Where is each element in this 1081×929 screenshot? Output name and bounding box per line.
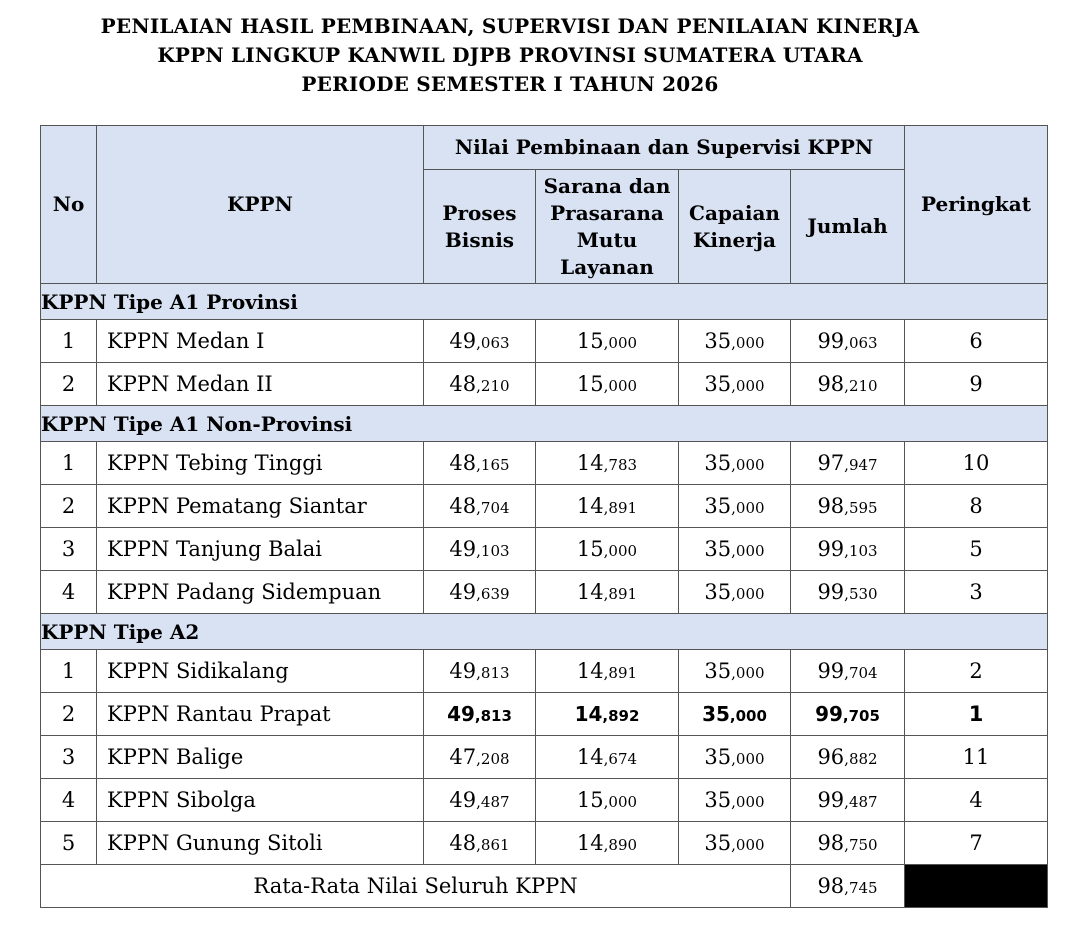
table-row xyxy=(41,650,1048,693)
cell-capaian: 35,000 xyxy=(679,528,791,571)
cell-capaian: 35,000 xyxy=(679,320,791,363)
cell-capaian: 35,000 xyxy=(679,442,791,485)
cell-jumlah: 99,487 xyxy=(791,779,905,822)
cell-proses-bisnis: 49,487 xyxy=(424,779,536,822)
table-row xyxy=(41,528,1048,571)
cell-jumlah: 99,103 xyxy=(791,528,905,571)
section-title: KPPN Tipe A1 Non-Provinsi xyxy=(41,406,1048,442)
average-label: Rata-Rata Nilai Seluruh KPPN xyxy=(41,865,791,908)
cell-sarana: 14,891 xyxy=(536,650,679,693)
cell-jumlah: 98,750 xyxy=(791,822,905,865)
cell-sarana: 14,783 xyxy=(536,442,679,485)
cell-proses-bisnis: 47,208 xyxy=(424,736,536,779)
title-line-1: PENILAIAN HASIL PEMBINAAN, SUPERVISI DAN PENILAIAN KINERJA xyxy=(100,14,920,38)
cell-jumlah: 96,882 xyxy=(791,736,905,779)
header-group: Nilai Pembinaan dan Supervisi KPPN xyxy=(424,126,905,170)
cell-sarana: 15,000 xyxy=(536,363,679,406)
table-row xyxy=(41,442,1048,485)
table-row xyxy=(41,363,1048,406)
header-proses-bisnis: Proses Bisnis xyxy=(424,170,536,284)
cell-proses-bisnis: 49,103 xyxy=(424,528,536,571)
cell-peringkat: 9 xyxy=(905,363,1048,406)
average-row xyxy=(41,865,1048,908)
table-footer xyxy=(41,865,1048,908)
cell-peringkat: 6 xyxy=(905,320,1048,363)
title-line-3: PERIODE SEMESTER I TAHUN 2026 xyxy=(301,72,719,96)
cell-kppn-name: KPPN Pematang Siantar xyxy=(97,485,424,528)
cell-capaian: 35,000 xyxy=(679,693,791,736)
cell-no: 5 xyxy=(41,822,97,865)
cell-no: 4 xyxy=(41,779,97,822)
cell-no: 4 xyxy=(41,571,97,614)
cell-peringkat: 5 xyxy=(905,528,1048,571)
cell-kppn-name: KPPN Sibolga xyxy=(97,779,424,822)
header-sarana: Sarana dan Prasarana Mutu Layanan xyxy=(536,170,679,284)
cell-peringkat: 7 xyxy=(905,822,1048,865)
cell-no: 3 xyxy=(41,528,97,571)
cell-capaian: 35,000 xyxy=(679,363,791,406)
cell-proses-bisnis: 48,165 xyxy=(424,442,536,485)
cell-sarana: 14,891 xyxy=(536,571,679,614)
cell-proses-bisnis: 48,210 xyxy=(424,363,536,406)
table-body xyxy=(41,284,1048,865)
document-title xyxy=(0,12,1020,99)
cell-sarana: 14,674 xyxy=(536,736,679,779)
cell-capaian: 35,000 xyxy=(679,736,791,779)
cell-proses-bisnis: 49,813 xyxy=(424,650,536,693)
cell-sarana: 14,892 xyxy=(536,693,679,736)
table-row xyxy=(41,485,1048,528)
cell-kppn-name: KPPN Tanjung Balai xyxy=(97,528,424,571)
cell-sarana: 14,891 xyxy=(536,485,679,528)
cell-jumlah: 99,063 xyxy=(791,320,905,363)
cell-capaian: 35,000 xyxy=(679,650,791,693)
cell-peringkat: 8 xyxy=(905,485,1048,528)
section-title: KPPN Tipe A2 xyxy=(41,614,1048,650)
cell-kppn-name: KPPN Padang Sidempuan xyxy=(97,571,424,614)
cell-jumlah: 98,595 xyxy=(791,485,905,528)
cell-no: 1 xyxy=(41,650,97,693)
table-row xyxy=(41,822,1048,865)
table-row xyxy=(41,693,1048,736)
cell-proses-bisnis: 49,639 xyxy=(424,571,536,614)
header-jumlah: Jumlah xyxy=(791,170,905,284)
cell-capaian: 35,000 xyxy=(679,822,791,865)
average-value: 98,745 xyxy=(791,865,905,908)
table-row xyxy=(41,571,1048,614)
section-row xyxy=(41,614,1048,650)
cell-jumlah: 98,210 xyxy=(791,363,905,406)
header-no: No xyxy=(41,126,97,284)
cell-kppn-name: KPPN Sidikalang xyxy=(97,650,424,693)
cell-capaian: 35,000 xyxy=(679,571,791,614)
table-header xyxy=(41,126,1048,284)
cell-capaian: 35,000 xyxy=(679,485,791,528)
section-row xyxy=(41,406,1048,442)
cell-sarana: 15,000 xyxy=(536,528,679,571)
header-kppn: KPPN xyxy=(97,126,424,284)
cell-proses-bisnis: 48,861 xyxy=(424,822,536,865)
cell-capaian: 35,000 xyxy=(679,779,791,822)
section-title: KPPN Tipe A1 Provinsi xyxy=(41,284,1048,320)
header-capaian: Capaian Kinerja xyxy=(679,170,791,284)
cell-peringkat: 3 xyxy=(905,571,1048,614)
cell-jumlah: 99,704 xyxy=(791,650,905,693)
cell-proses-bisnis: 48,704 xyxy=(424,485,536,528)
results-table xyxy=(40,125,1048,908)
cell-no: 2 xyxy=(41,363,97,406)
cell-no: 1 xyxy=(41,320,97,363)
table-row xyxy=(41,320,1048,363)
cell-kppn-name: KPPN Medan II xyxy=(97,363,424,406)
cell-peringkat: 1 xyxy=(905,693,1048,736)
cell-sarana: 15,000 xyxy=(536,779,679,822)
cell-sarana: 14,890 xyxy=(536,822,679,865)
cell-kppn-name: KPPN Rantau Prapat xyxy=(97,693,424,736)
cell-no: 1 xyxy=(41,442,97,485)
cell-peringkat: 11 xyxy=(905,736,1048,779)
cell-kppn-name: KPPN Tebing Tinggi xyxy=(97,442,424,485)
cell-no: 3 xyxy=(41,736,97,779)
header-peringkat: Peringkat xyxy=(905,126,1048,284)
cell-peringkat: 10 xyxy=(905,442,1048,485)
cell-jumlah: 99,530 xyxy=(791,571,905,614)
cell-proses-bisnis: 49,813 xyxy=(424,693,536,736)
cell-kppn-name: KPPN Medan I xyxy=(97,320,424,363)
table-row xyxy=(41,779,1048,822)
cell-peringkat: 2 xyxy=(905,650,1048,693)
cell-jumlah: 99,705 xyxy=(791,693,905,736)
cell-proses-bisnis: 49,063 xyxy=(424,320,536,363)
cell-no: 2 xyxy=(41,693,97,736)
cell-no: 2 xyxy=(41,485,97,528)
cell-sarana: 15,000 xyxy=(536,320,679,363)
cell-jumlah: 97,947 xyxy=(791,442,905,485)
cell-kppn-name: KPPN Gunung Sitoli xyxy=(97,822,424,865)
table-row xyxy=(41,736,1048,779)
section-row xyxy=(41,284,1048,320)
average-rank-blank xyxy=(905,865,1048,908)
title-line-2: KPPN LINGKUP KANWIL DJPB PROVINSI SUMATERA UTARA xyxy=(157,43,863,67)
cell-kppn-name: KPPN Balige xyxy=(97,736,424,779)
cell-peringkat: 4 xyxy=(905,779,1048,822)
